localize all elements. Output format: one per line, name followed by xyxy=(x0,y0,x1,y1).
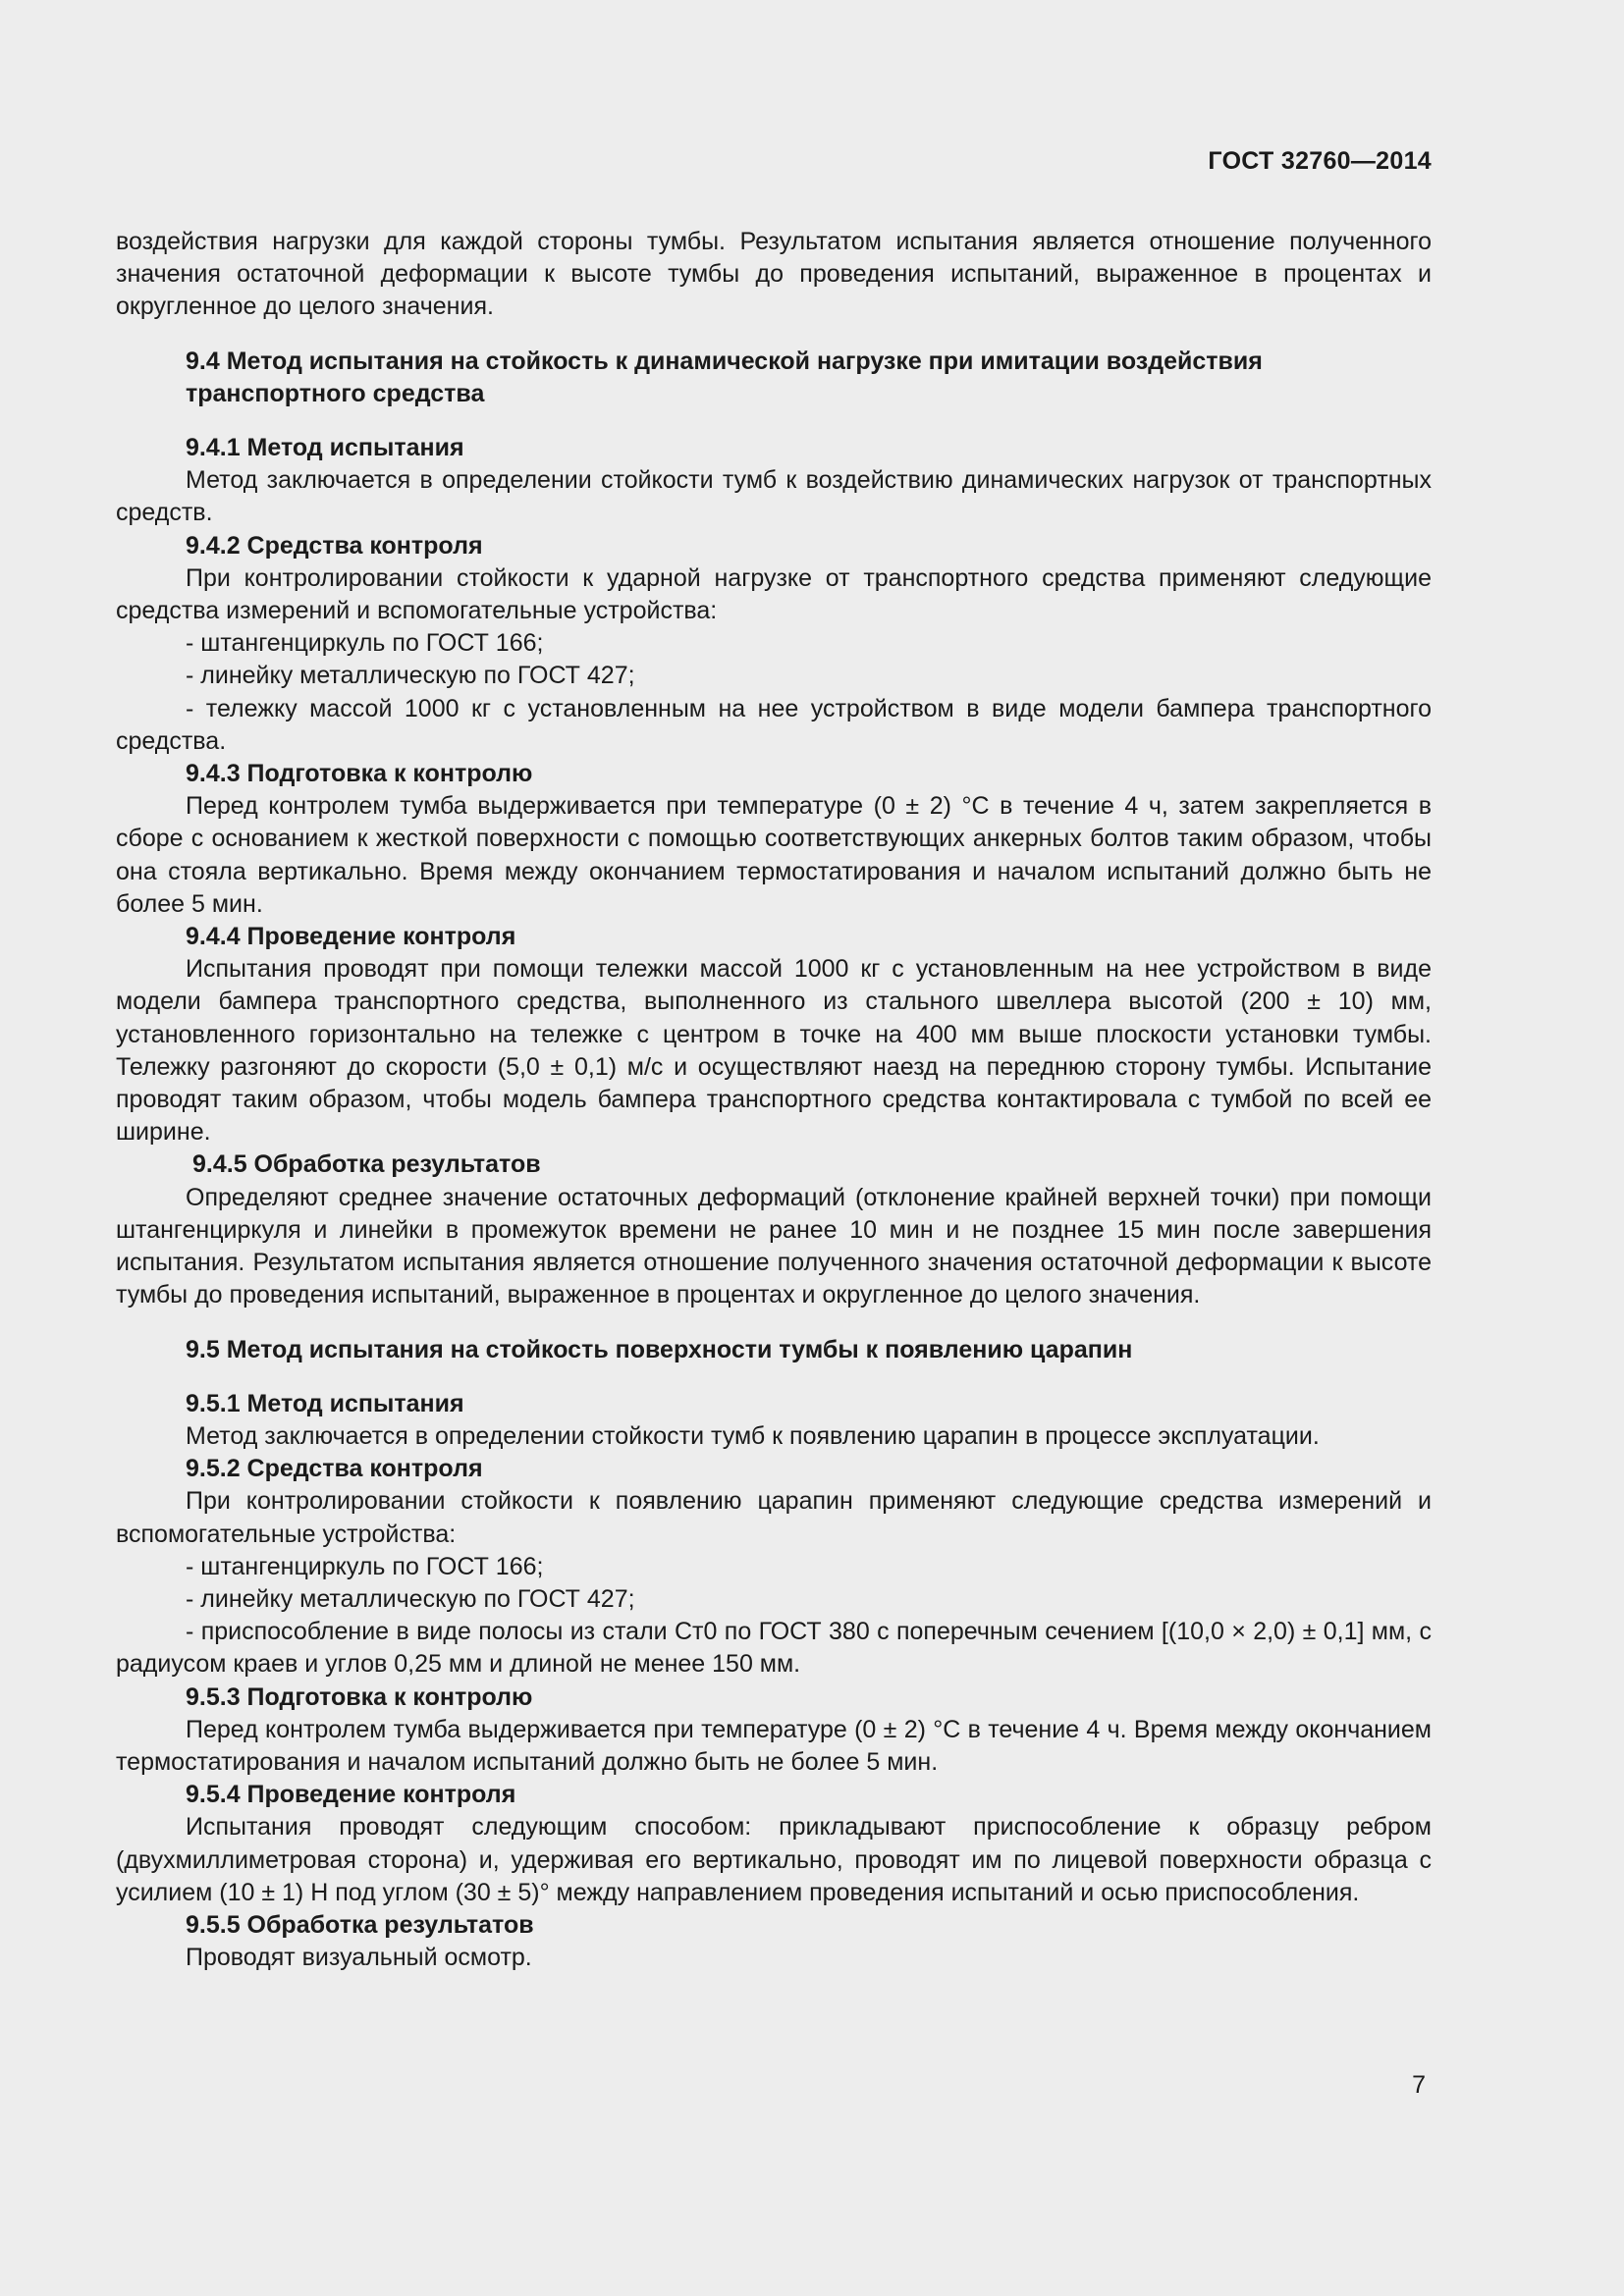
list-item: - линейку металлическую по ГОСТ 427; xyxy=(186,1584,635,1613)
intro-paragraph: воздействия нагрузки для каждой стороны тумбы. Результатом испытания является отношение полученного значения остаточной деформации к высоте тумбы до проведения испытаний, выраженное в процентах и округленное до целого значения. xyxy=(116,228,1432,321)
document-page xyxy=(116,0,1432,2296)
subsection-9-5-1-text: Метод заключается в определении стойкости тумб к появлению царапин в процессе эксплуатации. xyxy=(186,1421,1320,1450)
page-number: 7 xyxy=(1412,2071,1426,2099)
subsection-9-5-2-text: При контролировании стойкости к появлению царапин применяют следующие средства измерений и вспомогательные устройства: xyxy=(116,1487,1432,1548)
subsection-9-5-4-title: 9.5.4 Проведение контроля xyxy=(186,1781,516,1809)
subsection-9-4-5-title: 9.4.5 Обработка результатов xyxy=(192,1150,541,1179)
subsection-9-4-3-title: 9.4.3 Подготовка к контролю xyxy=(186,760,533,788)
list-item: - линейку металлическую по ГОСТ 427; xyxy=(186,662,635,690)
subsection-9-4-3-text: Перед контролем тумба выдерживается при температуре (0 ± 2) °С в течение 4 ч, затем закрепляется в сборе с основанием к жесткой поверхности с помощью соответствующих анкерных болтов таким образом, чтобы она стояла вертикально. Время между окончанием термостатирования и началом испытаний должно быть не более 5 мин. xyxy=(116,792,1432,918)
list-item: - тележку массой 1000 кг с установленным на нее устройством в виде модели бампера транспортного средства. xyxy=(116,694,1432,755)
document-body xyxy=(116,226,1432,1974)
subsection-9-5-4-text: Испытания проводят следующим способом: прикладывают приспособление к образцу ребром (двухмиллиметровая сторона) и, удерживая его вертикально, проводят им по лицевой поверхности образца с усилием (10 ± 1) Н под углом (30 ± 5)° между направлением проведения испытаний и осью приспособления. xyxy=(116,1813,1432,1906)
subsection-9-4-4-title: 9.4.4 Проведение контроля xyxy=(186,923,516,951)
subsection-9-5-2-title: 9.5.2 Средства контроля xyxy=(186,1455,483,1483)
subsection-9-4-2-text: При контролировании стойкости к ударной нагрузке от транспортного средства применяют следующие средства измерений и вспомогательные устройства: xyxy=(116,563,1432,625)
subsection-9-4-5-text: Определяют среднее значение остаточных деформаций (отклонение крайней верхней точки) при помощи штангенциркуля и линейки в промежуток времени не ранее 10 мин и не позднее 15 мин после завершения испытания. Результатом испытания является отношение полученного значения остаточной деформации к высоте тумбы до проведения испытаний, выраженное в процентах и округленное до целого значения. xyxy=(116,1183,1432,1309)
subsection-9-5-1-title: 9.5.1 Метод испытания xyxy=(186,1389,464,1417)
list-item: - приспособление в виде полосы из стали Ст0 по ГОСТ 380 с поперечным сечением [(10,0 × 2,0) ± 0,1] мм, с радиусом краев и углов 0,25 мм и длиной не менее 150 мм. xyxy=(116,1618,1432,1679)
section-9-4-title: 9.4 Метод испытания на стойкость к динамической нагрузке при имитации воздействия транспортного средства xyxy=(186,347,1263,407)
subsection-9-4-2-title: 9.4.2 Средства контроля xyxy=(186,531,483,560)
subsection-9-5-3-text: Перед контролем тумба выдерживается при температуре (0 ± 2) °С в течение 4 ч. Время между окончанием термостатирования и началом испытаний должно быть не более 5 мин. xyxy=(116,1715,1432,1776)
subsection-9-4-1-text: Метод заключается в определении стойкости тумб к воздействию динамических нагрузок от транспортных средств. xyxy=(116,466,1432,527)
subsection-9-5-3-title: 9.5.3 Подготовка к контролю xyxy=(186,1682,533,1711)
list-item: - штангенциркуль по ГОСТ 166; xyxy=(186,1552,544,1580)
subsection-9-4-4-text: Испытания проводят при помощи тележки массой 1000 кг с установленным на нее устройством в виде модели бампера транспортного средства, выполненного из стального швеллера высотой (200 ± 10) мм, установленного горизонтально на тележке с центром в точке на 400 мм выше плоскости установки тумбы. Тележку разгоняют до скорости (5,0 ± 0,1) м/с и осуществляют наезд на переднюю сторону тумбы. Испытание проводят таким образом, чтобы модель бампера транспортного средства контактировала с тумбой по всей ее ширине. xyxy=(116,955,1432,1147)
subsection-9-5-5-text: Проводят визуальный осмотр. xyxy=(186,1944,532,1972)
subsection-9-4-1-title: 9.4.1 Метод испытания xyxy=(186,434,464,462)
subsection-9-5-5-title: 9.5.5 Обработка результатов xyxy=(186,1910,534,1939)
document-code: ГОСТ 32760—2014 xyxy=(1208,147,1432,175)
list-item: - штангенциркуль по ГОСТ 166; xyxy=(186,629,544,658)
section-9-5-title: 9.5 Метод испытания на стойкость поверхности тумбы к появлению царапин xyxy=(186,1335,1133,1363)
